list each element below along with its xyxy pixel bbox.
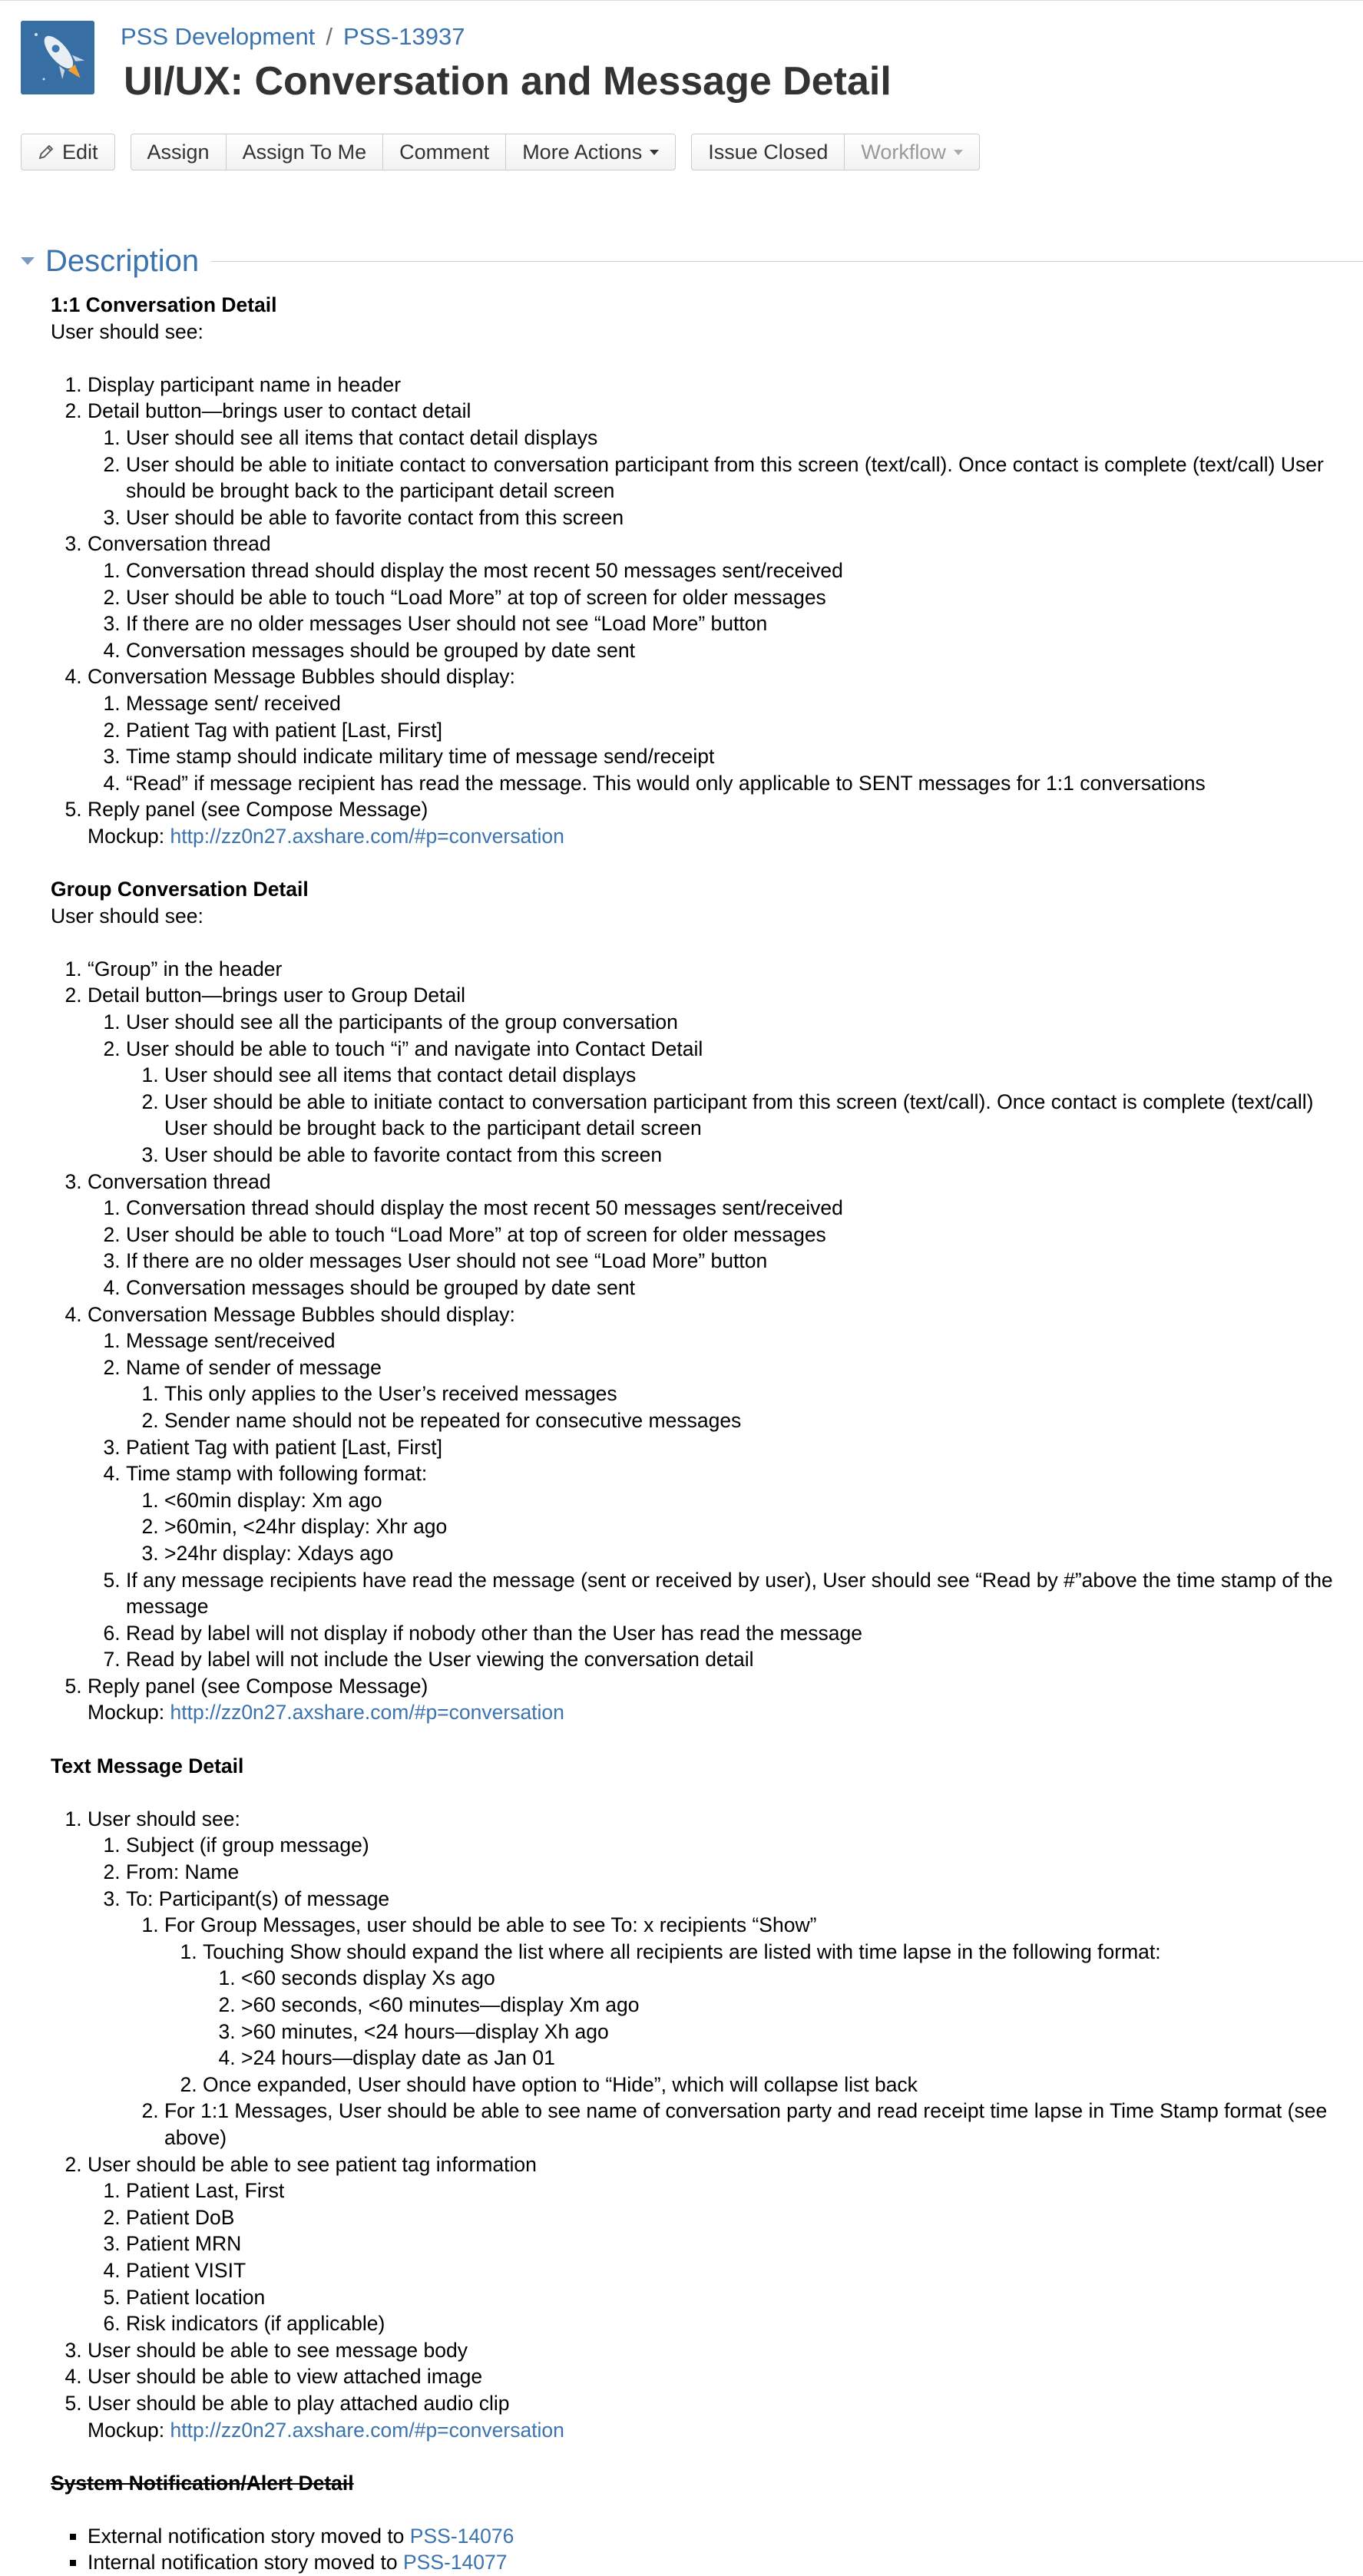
list-item: 2. Patient Tag with patient [Last, First] [126,717,1356,744]
breadcrumb-separator: / [326,23,332,50]
list-item: 3. If there are no older messages User should not see “Load More” button [126,1248,1356,1275]
top-divider [0,0,1363,1]
list-item: 4. Conversation Message Bubbles should display: 1. Message sent/received 2. Name of sender of message 1. This only applies to the User’s received messages 2. Sender name should not be repeated for consecutive messages 3. Patient Tag with patient [Last, First] 4. Time stamp with following format: 1. <60min display: Xm ago 2. >60min, <24hr display: Xhr ago 3. >24hr display: Xdays ago 5. If any message recipients have read the message (sent or received by user), User should see “Read by #”above the time stamp of the message 6. Read by label will not display if nobody other than the User has read the message 7. Read by label will not include the User viewing the conversation detail [88,1301,1356,1673]
mockup-line: Mockup: http://zz0n27.axshare.com/#p=conversation [88,1701,564,1724]
list-item: 3. Conversation thread 1. Conversation thread should display the most recent 50 messages sent/received 2. User should be able to touch “Load More” at top of screen for older messages 3. If there are no older messages User should not see “Load More” button 4. Conversation messages should be grouped by date sent [88,1169,1356,1301]
list-item: 3. User should be able to see message body [88,2337,1356,2364]
issue-closed-button[interactable]: Issue Closed [708,140,829,164]
mockup-link[interactable]: http://zz0n27.axshare.com/#p=conversation [170,1701,564,1724]
list-item: 1. Touching Show should expand the list where all recipients are listed with time lapse in the following format: 1. <60 seconds display Xs ago 2. >60 seconds, <60 minutes—display Xm ago 3. >60 minutes, <24 hours—display Xh ago 4. >24 hours—display date as Jan 01 [203,1939,1356,2072]
list-item: 3. If there are no older messages User should not see “Load More” button [126,610,1356,637]
issue-toolbar [21,134,995,170]
list-item: 5. User should be able to play attached audio clip Mockup: http://zz0n27.axshare.com/#p=conversation [88,2390,1356,2443]
list-item: 5. Reply panel (see Compose Message) Mockup: http://zz0n27.axshare.com/#p=conversation [88,1673,1356,1726]
list-item: 2. Detail button—brings user to Group Detail 1. User should see all the participants of the group conversation 2. User should be able to touch “i” and navigate into Contact Detail 1. User should see all items that contact detail displays 2. User should be able to initiate contact to conversation participant from this screen (text/call). Once contact is complete (text/call) User should be brought back to the participant detail screen 3. User should be able to favorite contact from this screen [88,982,1356,1168]
edit-label: Edit [62,140,98,164]
edit-button[interactable] [22,134,114,170]
list-item: 4. Patient VISIT [126,2257,1356,2284]
list-item: 2. User should be able to touch “Load More” at top of screen for older messages [126,584,1356,611]
section-intro: User should see: [51,904,203,928]
list-item: 2. User should be able to see patient tag information 1. Patient Last, First 2. Patient DoB 3. Patient MRN 4. Patient VISIT 5. Patient location 6. Risk indicators (if applicable) [88,2151,1356,2337]
list-item: 3. Conversation thread 1. Conversation thread should display the most recent 50 messages sent/received 2. User should be able to touch “Load More” at top of screen for older messages 3. If there are no older messages User should not see “Load More” button 4. Conversation messages should be grouped by date sent [88,531,1356,663]
page-title: UI/UX: Conversation and Message Detail [124,59,892,104]
list-item: 1. Message sent/ received [126,690,1356,717]
list-item: 1. User should see all the participants of the group conversation [126,1009,1356,1036]
list-item: 2. User should be able to initiate contact to conversation participant from this screen (text/call). Once contact is complete (text/call) User should be brought back to the participant detail screen [164,1089,1356,1142]
list-item: 2. Once expanded, User should have option to “Hide”, which will collapse list back [203,2072,1356,2098]
section-title: 1:1 Conversation Detail [51,293,277,316]
mockup-link[interactable]: http://zz0n27.axshare.com/#p=conversation [170,2418,564,2442]
list-item: 1. Display participant name in header [88,372,1356,398]
list-item: 4. Conversation messages should be grouped by date sent [126,1275,1356,1301]
more-actions-button[interactable] [505,134,675,170]
list-item: ▪ Internal notification story moved to PSS-14077 [88,2549,1356,2576]
requirements-list [51,1806,1356,2443]
workflow-group [691,134,980,170]
list-item: 2. >60min, <24hr display: Xhr ago [164,1513,1356,1540]
list-item: 1. Conversation thread should display the most recent 50 messages sent/received [126,557,1356,584]
breadcrumb-project-link[interactable]: PSS Development [121,23,316,50]
list-item: 1. Patient Last, First [126,2178,1356,2204]
list-item: 1. Conversation thread should display the most recent 50 messages sent/received [126,1195,1356,1222]
list-item: 3. To: Participant(s) of message 1. For Group Messages, user should be able to see To: x recipients “Show” 1. Touching Show should expand the list where all recipients are listed with time lapse in the following format: 1. <60 seconds display Xs ago 2. >60 seconds, <60 minutes—display Xm ago 3. >60 minutes, <24 hours—display Xh ago 4. >24 hours—display date as Jan 01 2. Once expanded, User should have option to “Hide”, which will collapse list back 2. For 1:1 Messages, User should be able to see name of conversation party and read receipt time lapse in Time Stamp format (see above) [126,1886,1356,2151]
list-item: 4. Conversation messages should be grouped by date sent [126,637,1356,664]
breadcrumb [121,23,465,51]
list-item: 2. User should be able to touch “Load More” at top of screen for older messages [126,1222,1356,1248]
chevron-down-icon [650,150,659,155]
list-item: 3. User should be able to favorite contact from this screen [126,504,1356,531]
list-item: 1. “Group” in the header [88,956,1356,983]
list-item: 6. Risk indicators (if applicable) [126,2310,1356,2337]
list-item: 3. User should be able to favorite contact from this screen [164,1142,1356,1169]
list-item: 2. Detail button—brings user to contact detail 1. User should see all items that contact detail displays 2. User should be able to initiate contact to conversation participant from this screen (text/call). Once contact is complete (text/call) User should be brought back to the participant detail screen 3. User should be able to favorite contact from this screen [88,398,1356,531]
assign-button[interactable]: Assign [147,140,210,164]
mockup-line: Mockup: http://zz0n27.axshare.com/#p=conversation [88,2418,564,2442]
list-item: 5. Patient location [126,2284,1356,2311]
list-item: 4. Time stamp with following format: 1. <60min display: Xm ago 2. >60min, <24hr display: Xhr ago 3. >24hr display: Xdays ago [126,1460,1356,1566]
description-body [51,292,1356,2576]
comment-button[interactable]: Comment [382,134,505,170]
list-item: 4. Conversation Message Bubbles should display: 1. Message sent/ received 2. Patient Tag with patient [Last, First] 3. Time stamp should indicate military time of message send/receipt 4. “Read” if message recipient has read the message. This would only applicable to SENT messages for 1:1 conversations [88,663,1356,796]
list-item: 4. “Read” if message recipient has read the message. This would only applicable to SENT messages for 1:1 conversations [126,770,1356,797]
list-item: 3. >60 minutes, <24 hours—display Xh ago [241,2019,1356,2045]
list-item: 3. >24hr display: Xdays ago [164,1540,1356,1567]
list-item: 3. Patient Tag with patient [Last, First] [126,1434,1356,1461]
list-item: 2. User should be able to initiate contact to conversation participant from this screen (text/call). Once contact is complete (text/call) User should be brought back to the participant detail screen [126,451,1356,504]
list-item: 1. Subject (if group message) [126,1832,1356,1859]
section-title: Text Message Detail [51,1754,244,1777]
project-avatar-icon[interactable] [21,21,94,94]
list-item: 3. Time stamp should indicate military time of message send/receipt [126,743,1356,770]
list-item: 2. Name of sender of message 1. This only applies to the User’s received messages 2. Sender name should not be repeated for consecutive messages [126,1354,1356,1434]
mockup-link[interactable]: http://zz0n27.axshare.com/#p=conversation [170,824,564,848]
mockup-line: Mockup: http://zz0n27.axshare.com/#p=conversation [88,824,564,848]
description-heading: Description [45,243,200,278]
list-item: 1. Message sent/received [126,1328,1356,1354]
list-item: 1. User should see all items that contact detail displays [164,1062,1356,1089]
section-divider [211,261,1363,262]
list-item: 1. This only applies to the User’s received messages [164,1381,1356,1407]
list-item: 3. Patient MRN [126,2230,1356,2257]
more-actions-label: More Actions [522,140,643,164]
list-item: 6. Read by label will not display if nobody other than the User has read the message [126,1620,1356,1647]
assign-to-me-button[interactable]: Assign To Me [226,134,383,170]
collapse-triangle-icon[interactable] [21,257,35,265]
issue-link-pss-14076[interactable]: PSS-14076 [409,2524,514,2548]
chevron-down-icon [954,150,963,155]
breadcrumb-issue-link[interactable]: PSS-13937 [342,23,465,50]
notification-list [51,2523,1356,2576]
workflow-label: Workflow [861,140,946,164]
list-item: 1. <60 seconds display Xs ago [241,1965,1356,1992]
list-item: 2. >60 seconds, <60 minutes—display Xm ago [241,1992,1356,2019]
action-group [131,134,677,170]
list-item: 1. User should see: 1. Subject (if group message) 2. From: Name 3. To: Participant(s) of message 1. For Group Messages, user should be able to see To: x recipients “Show” 1. Touching Show should expand the list where all recipients are listed with time lapse in the following format: 1. <60 seconds display Xs ago 2. >60 seconds, <60 minutes—display Xm ago 3. >60 minutes, <24 hours—display Xh ago 4. >24 hours—display date as Jan 01 2. Once expanded, User should have option to “Hide”, which will collapse list back 2. For 1:1 Messages, User should be able to see name of conversation party and read receipt time lapse in Time Stamp format (see above) [88,1806,1356,2151]
list-item: 5. Reply panel (see Compose Message) Mockup: http://zz0n27.axshare.com/#p=conversation [88,796,1356,849]
list-item: 2. Sender name should not be repeated for consecutive messages [164,1407,1356,1434]
section-title: Group Conversation Detail [51,878,309,901]
list-item: 2. From: Name [126,1859,1356,1886]
list-item: 1. <60min display: Xm ago [164,1487,1356,1514]
list-item: 2. Patient DoB [126,2204,1356,2231]
issue-link-pss-14077[interactable]: PSS-14077 [402,2551,508,2574]
list-item: 5. If any message recipients have read the message (sent or received by user), User should see “Read by #”above the time stamp of the message [126,1567,1356,1620]
section-title: System Notification/Alert Detail [51,2471,354,2495]
pencil-icon [38,144,55,160]
requirements-list [51,372,1356,850]
list-item: 7. Read by label will not include the User viewing the conversation detail [126,1646,1356,1673]
edit-group [21,134,115,170]
list-item: ▪ External notification story moved to PSS-14076 [88,2523,1356,2550]
list-item: 1. For Group Messages, user should be able to see To: x recipients “Show” 1. Touching Show should expand the list where all recipients are listed with time lapse in the following format: 1. <60 seconds display Xs ago 2. >60 seconds, <60 minutes—display Xm ago 3. >60 minutes, <24 hours—display Xh ago 4. >24 hours—display date as Jan 01 2. Once expanded, User should have option to “Hide”, which will collapse list back [164,1912,1356,2098]
section-intro: User should see: [51,319,203,343]
workflow-button[interactable] [844,134,979,170]
requirements-list [51,956,1356,1726]
list-item: 1. User should see all items that contact detail displays [126,425,1356,451]
description-section-header[interactable] [21,241,1363,281]
list-item: 2. User should be able to touch “i” and navigate into Contact Detail 1. User should see all items that contact detail displays 2. User should be able to initiate contact to conversation participant from this screen (text/call). Once contact is complete (text/call) User should be brought back to the participant detail screen 3. User should be able to favorite contact from this screen [126,1036,1356,1169]
list-item: 4. >24 hours—display date as Jan 01 [241,2045,1356,2072]
list-item: 4. User should be able to view attached image [88,2363,1356,2390]
list-item: 2. For 1:1 Messages, User should be able to see name of conversation party and read receipt time lapse in Time Stamp format (see above) [164,2098,1356,2151]
